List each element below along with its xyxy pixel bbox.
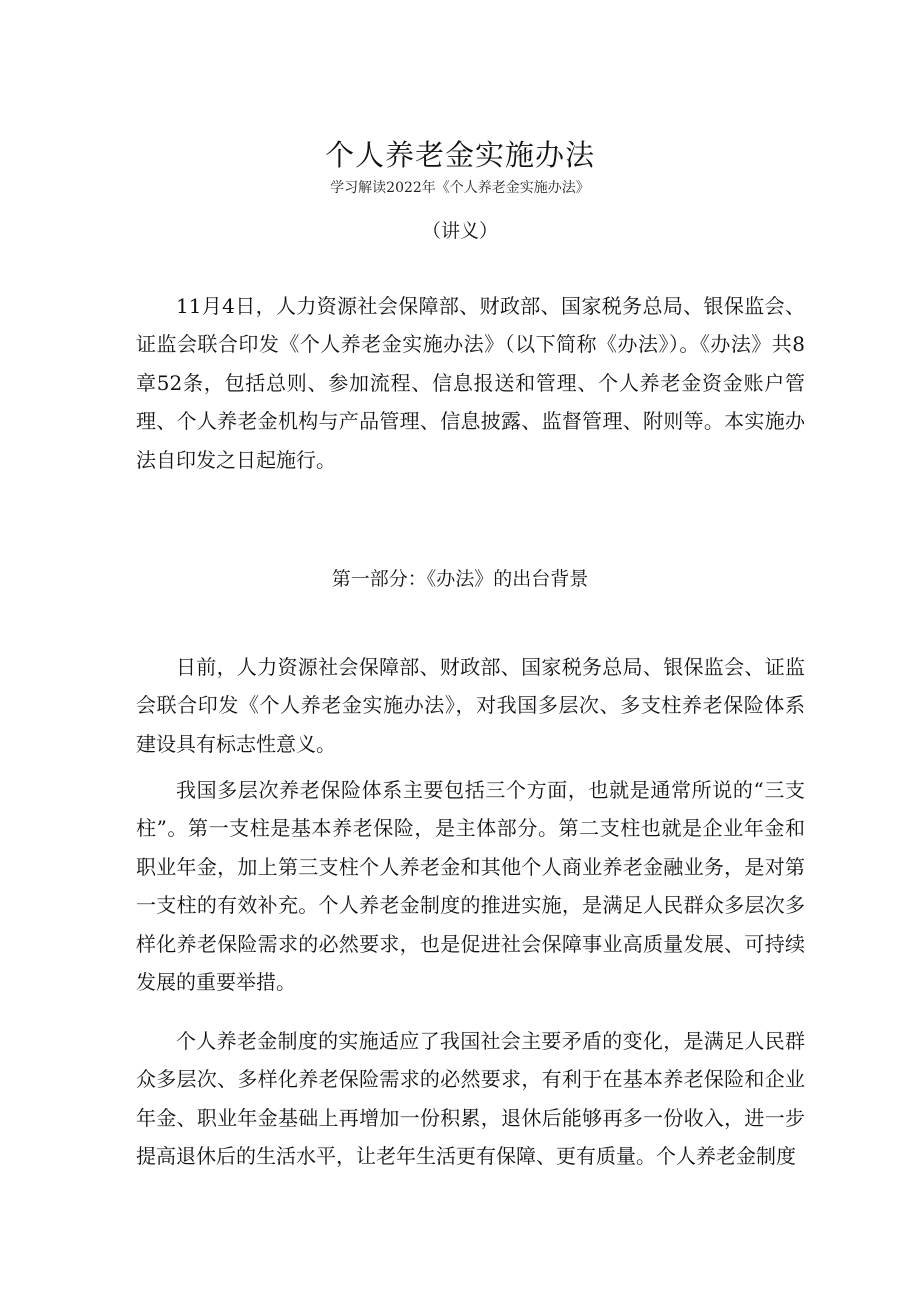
body-paragraph: 日前，人力资源社会保障部、财政部、国家税务总局、银保监会、证监会联合印发《个人养老金实施办法》，对我国多层次、多支柱养老保险体系建设具有标志性意义。: [136, 655, 805, 756]
document-title: 个人养老金实施办法: [324, 138, 595, 173]
section-heading: 第一部分：《办法》的出台背景: [331, 567, 589, 590]
lecture-label: （讲义）: [421, 220, 498, 242]
body-paragraph: 个人养老金制度的实施适应了我国社会主要矛盾的变化，是满足人民群众多层次、多样化养老保险需求的必然要求，有利于在基本养老保险和企业年金、职业年金基础上再增加一份积累，退休后能够再多一份收入，进一步提高退休后的生活水平，让老年生活更有保障、更有质量。个人养老金制度: [136, 1029, 805, 1169]
body-paragraph: 我国多层次养老保险体系主要包括三个方面，也就是通常所说的“三支柱”。第一支柱是基本养老保险，是主体部分。第二支柱也就是企业年金和职业年金，加上第三支柱个人养老金和其他个人商业养老金融业务，是对第一支柱的有效补充。个人养老金制度的推进实施，是满足人民群众多层次多样化养老保险需求的必然要求，也是促进社会保障事业高质量发展、可持续发展的重要举措。: [136, 778, 805, 995]
document-subtitle: 学习解读2022年《个人养老金实施办法》: [330, 180, 590, 196]
intro-paragraph: 11月4日，人力资源社会保障部、财政部、国家税务总局、银保监会、证监会联合印发《个人养老金实施办法》（以下简称《办法》）。《办法》共8章52条，包括总则、参加流程、信息报送和管理、个人养老金资金账户管理、个人养老金机构与产品管理、信息披露、监督管理、附则等。本实施办法自印发之日起施行。: [136, 294, 805, 472]
